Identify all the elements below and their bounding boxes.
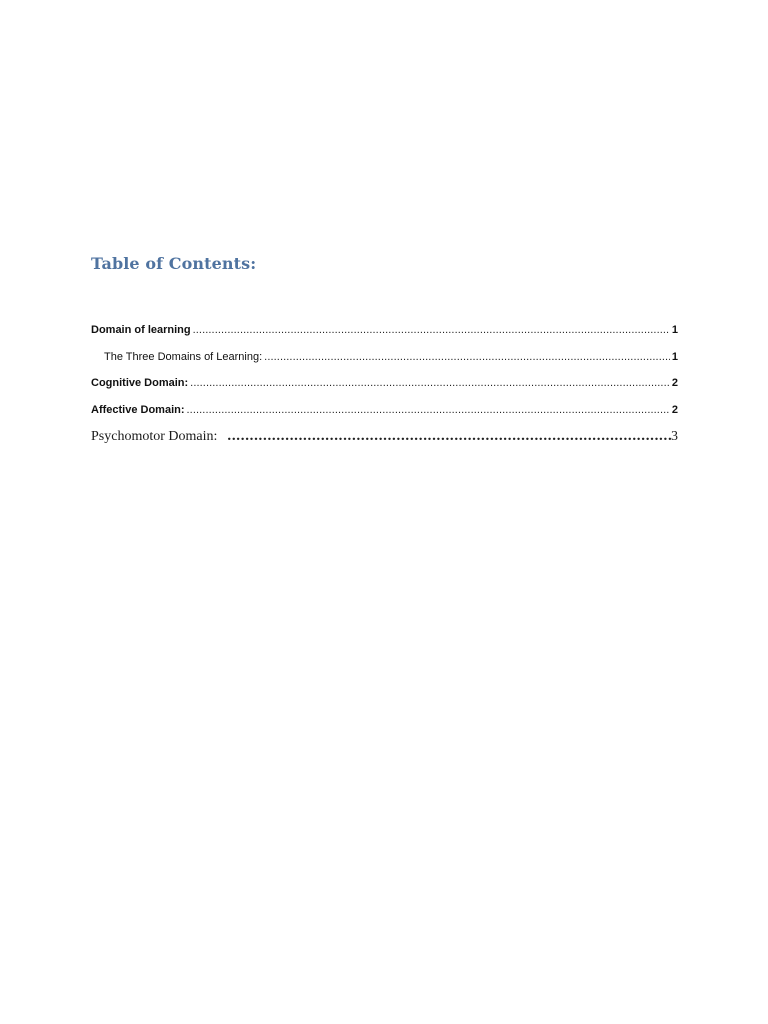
toc-entry-psychomotor-domain[interactable]: [91, 426, 678, 453]
toc-entry-page-number: 1: [671, 350, 678, 363]
toc-list: [91, 320, 678, 453]
toc-entry-label: Psychomotor Domain:: [91, 429, 218, 444]
toc-entry-page-number: 3: [671, 429, 678, 444]
dot-leader: [187, 400, 670, 420]
dot-leader: [193, 320, 670, 340]
toc-entry-label: The Three Domains of Learning:: [104, 350, 263, 363]
toc-entry-domain-of-learning[interactable]: [91, 320, 678, 347]
dot-leader: [227, 426, 671, 446]
toc-entry-label: Domain of learning: [91, 324, 191, 336]
dot-leader: [264, 347, 670, 367]
toc-entry-page-number: 2: [671, 403, 678, 416]
toc-entry-page-number: 2: [671, 377, 678, 389]
toc-entry-label: Affective Domain:: [91, 403, 185, 416]
toc-heading: Table of Contents:: [91, 254, 257, 273]
toc-entry-page-number: 1: [671, 324, 678, 336]
toc-entry-label: Cognitive Domain:: [91, 377, 189, 389]
toc-entry-affective-domain[interactable]: [91, 400, 678, 427]
toc-entry-cognitive-domain[interactable]: [91, 373, 678, 400]
dot-leader: [190, 373, 670, 393]
toc-entry-three-domains[interactable]: [91, 347, 678, 374]
